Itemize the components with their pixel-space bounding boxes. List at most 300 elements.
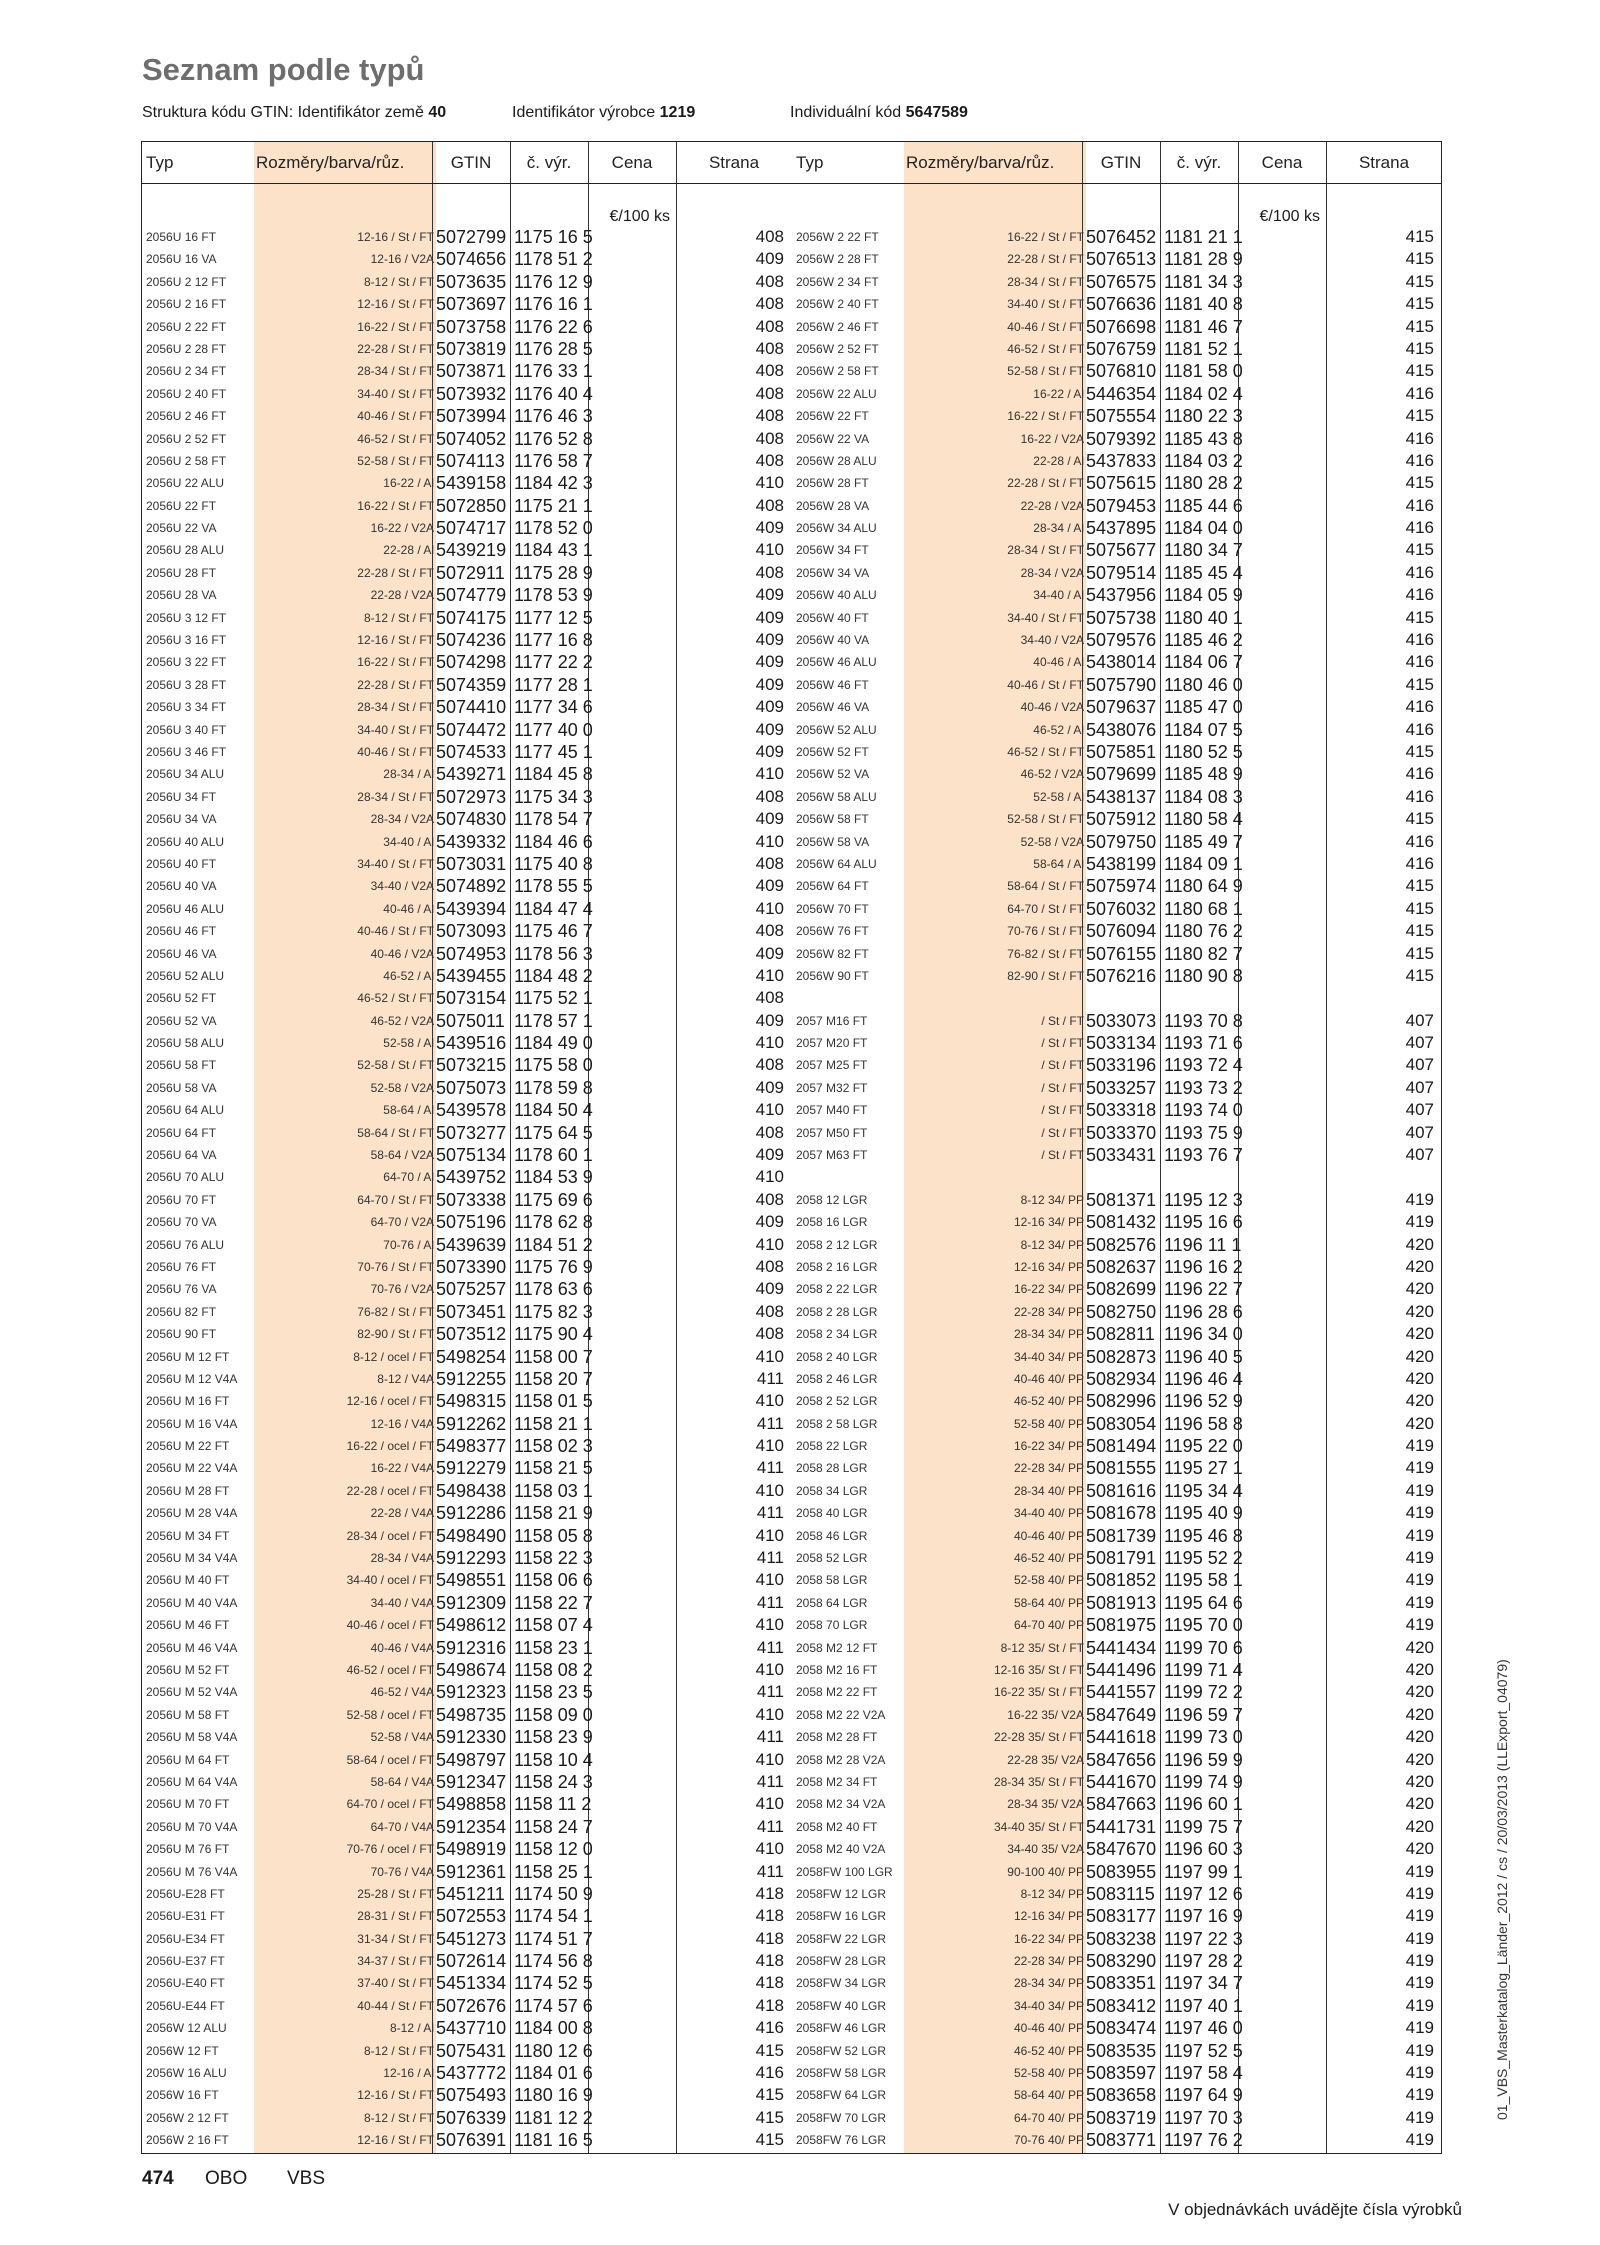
page-ref: 415 <box>1405 876 1434 896</box>
type-code: 2058FW 12 LGR <box>796 1886 887 1901</box>
type-code: 2056U 58 ALU <box>146 1036 225 1051</box>
product-number: 1193 72 4 <box>1164 1055 1243 1076</box>
table-row <box>142 360 792 382</box>
product-number: 1184 00 8 <box>514 2018 593 2039</box>
product-number: 1158 00 7 <box>514 1346 593 1367</box>
page-ref: 408 <box>755 361 784 381</box>
type-code: 2058FW 100 LGR <box>796 1864 893 1879</box>
page-ref: 419 <box>1405 1861 1434 1881</box>
page-ref: 410 <box>755 1391 784 1411</box>
gtin-value: 5083290 <box>1086 1951 1157 1972</box>
dimension-spec: 52-58 / ocel / FT <box>346 1707 434 1722</box>
page-ref: 409 <box>755 249 784 269</box>
gtin-value: 5912262 <box>436 1413 507 1434</box>
table-row <box>142 539 792 561</box>
dimension-spec: 8-12 / St / FT <box>363 2110 434 2125</box>
gtin-value: 5441618 <box>1086 1727 1157 1748</box>
table-row <box>142 1435 792 1457</box>
gtin-value: 5074052 <box>436 428 507 449</box>
page-ref: 408 <box>755 450 784 470</box>
type-code: 2056U M 52 V4A <box>146 1685 238 1700</box>
dimension-spec: 8-12 / St / FT <box>363 2043 434 2058</box>
page-ref: 415 <box>755 2107 784 2127</box>
gtin-value: 5498551 <box>436 1570 507 1591</box>
product-number: 1196 34 0 <box>1164 1324 1243 1345</box>
dimension-spec: 28-34 34/ PP <box>1013 1976 1084 1991</box>
type-code: 2056U 40 ALU <box>146 834 225 849</box>
gtin-value: 5083351 <box>1086 1973 1157 1994</box>
page-ref: 409 <box>755 674 784 694</box>
type-code: 2056U 28 FT <box>146 565 217 580</box>
dimension-spec: 22-28 / St / FT <box>357 565 434 580</box>
product-number: 1196 58 8 <box>1164 1413 1243 1434</box>
product-number: 1158 03 1 <box>514 1480 593 1501</box>
type-code: 2056W 2 40 FT <box>796 297 879 312</box>
type-code: 2058 M2 22 V2A <box>796 1707 886 1722</box>
product-number: 1181 52 1 <box>1164 338 1243 359</box>
table-row <box>142 1346 792 1368</box>
table-row <box>792 1189 1442 1211</box>
product-number: 1174 56 8 <box>514 1951 593 1972</box>
dimension-spec: 34-40 / St / FT <box>357 722 434 737</box>
type-code: 2058FW 64 LGR <box>796 2088 887 2103</box>
product-number: 1175 69 6 <box>514 1189 593 1210</box>
page-ref: 415 <box>1405 338 1434 358</box>
dimension-spec: 40-46 / Al <box>383 901 434 916</box>
page-ref: 419 <box>1405 1928 1434 1948</box>
type-code: 2058 M2 28 FT <box>796 1730 878 1745</box>
dimension-spec: 28-34 35/ St / FT <box>993 1774 1084 1789</box>
table-row <box>792 517 1442 539</box>
product-number: 1185 48 9 <box>1164 764 1243 785</box>
page-ref: 415 <box>1405 607 1434 627</box>
page-ref: 415 <box>1405 540 1434 560</box>
table-row <box>142 808 792 830</box>
type-code: 2056U M 76 V4A <box>146 1864 238 1879</box>
table-row <box>142 1883 792 1905</box>
product-number: 1178 56 3 <box>514 943 593 964</box>
type-code: 2056W 28 VA <box>796 498 870 513</box>
table-row <box>792 450 1442 472</box>
gtin-value: 5498315 <box>436 1391 507 1412</box>
type-code: 2056U 2 16 FT <box>146 297 227 312</box>
table-row <box>142 607 792 629</box>
dimension-spec: / St / FT <box>1041 1058 1084 1073</box>
page-ref: 408 <box>755 383 784 403</box>
dimension-spec: 16-22 / ocel / FT <box>346 1439 434 1454</box>
table-row <box>792 674 1442 696</box>
individual-label: Individuální kód <box>790 104 902 121</box>
dimension-spec: 8-12 / Al <box>389 2021 434 2036</box>
table-row <box>792 1749 1442 1771</box>
dimension-spec: 46-52 / St / FT <box>1007 744 1084 759</box>
product-number: 1158 10 4 <box>514 1749 593 1770</box>
dimension-spec: 8-12 34/ PP <box>1020 1192 1084 1207</box>
dimension-spec: 8-12 34/ PP <box>1020 1237 1084 1252</box>
page-ref: 416 <box>1405 853 1434 873</box>
product-number: 1197 46 0 <box>1164 2018 1243 2039</box>
page-ref: 408 <box>755 1055 784 1075</box>
product-number: 1185 49 7 <box>1164 831 1243 852</box>
dimension-spec: 28-34 / St / FT <box>1007 274 1084 289</box>
type-code: 2056U 2 52 FT <box>146 431 227 446</box>
gtin-value: 5074175 <box>436 607 507 628</box>
product-number: 1158 21 5 <box>514 1458 593 1479</box>
product-number: 1180 68 1 <box>1164 898 1243 919</box>
type-code: 2058 M2 16 FT <box>796 1663 878 1677</box>
page-ref: 420 <box>1405 1301 1434 1321</box>
page-ref: 415 <box>1405 965 1434 985</box>
table-row <box>142 1256 792 1278</box>
page-ref: 410 <box>755 965 784 985</box>
page-ref: 416 <box>1405 585 1434 605</box>
type-code: 2058 2 16 LGR <box>796 1259 878 1274</box>
gtin-value: 5074533 <box>436 741 507 762</box>
page-ref: 410 <box>755 1100 784 1120</box>
product-number: 1184 46 6 <box>514 831 593 852</box>
type-code: 2056U 46 FT <box>146 924 217 939</box>
table-row <box>142 1838 792 1860</box>
table-row <box>792 383 1442 405</box>
product-number: 1178 60 1 <box>514 1145 593 1166</box>
type-code: 2056W 16 ALU <box>146 2066 227 2081</box>
type-code: 2056U 2 40 FT <box>146 386 227 401</box>
gtin-value: 5439578 <box>436 1100 507 1121</box>
product-number: 1195 34 4 <box>1164 1480 1243 1501</box>
gtin-value: 5439271 <box>436 764 507 785</box>
dimension-spec: 40-46 / St / FT <box>1007 319 1084 334</box>
product-number: 1177 34 6 <box>514 697 593 718</box>
page-ref: 409 <box>755 1145 784 1165</box>
page-ref: 407 <box>1405 1077 1434 1097</box>
gtin-value: 5075790 <box>1086 674 1157 695</box>
product-number: 1184 05 9 <box>1164 585 1243 606</box>
table-row <box>792 1256 1442 1278</box>
dimension-spec: 52-58 / Al <box>1033 789 1084 804</box>
gtin-prefix: Struktura kódu GTIN: Identifikátor země <box>142 104 424 121</box>
dimension-spec: 70-76 / ocel / FT <box>346 1842 434 1857</box>
dimension-spec: 90-100 40/ PP <box>1007 1864 1084 1879</box>
gtin-value: 5073277 <box>436 1122 507 1143</box>
product-number: 1180 90 8 <box>1164 965 1243 986</box>
type-code: 2056U M 34 V4A <box>146 1551 238 1566</box>
order-note: V objednávkách uvádějte čísla výrobků <box>1168 2200 1462 2219</box>
dimension-spec: 52-58 / V2A <box>1020 834 1084 849</box>
product-number: 1195 52 2 <box>1164 1548 1243 1569</box>
gtin-value: 5079576 <box>1086 630 1157 651</box>
page-ref: 419 <box>1405 1436 1434 1456</box>
table-row <box>792 920 1442 942</box>
type-code: 2056U 46 VA <box>146 946 217 961</box>
dimension-spec: 52-58 / V4A <box>370 1730 434 1745</box>
table-row <box>142 943 792 965</box>
type-code: 2058 64 LGR <box>796 1595 868 1610</box>
dimension-spec: 12-16 / St / FT <box>357 297 434 312</box>
product-number: 1196 28 6 <box>1164 1301 1243 1322</box>
table-row <box>792 943 1442 965</box>
table-row <box>142 1525 792 1547</box>
dimension-spec: 22-28 / V4A <box>370 1506 434 1521</box>
product-number: 1184 50 4 <box>514 1100 593 1121</box>
table-row <box>142 1614 792 1636</box>
manufacturer-label: Identifikátor výrobce <box>512 104 656 121</box>
gtin-value: 5083412 <box>1086 1995 1157 2016</box>
dimension-spec: 52-58 / St / FT <box>1007 364 1084 379</box>
dimension-spec: 52-58 / St / FT <box>357 1058 434 1073</box>
type-code: 2056U 70 FT <box>146 1192 217 1207</box>
gtin-value: 5074410 <box>436 697 507 718</box>
gtin-value: 5081555 <box>1086 1458 1157 1479</box>
page-ref: 410 <box>755 1167 784 1187</box>
dimension-spec: 58-64 / St / FT <box>1007 879 1084 894</box>
product-number: 1184 42 3 <box>514 473 593 494</box>
type-code: 2056U M 12 V4A <box>146 1371 238 1386</box>
type-code: 2056U M 64 FT <box>146 1752 230 1767</box>
product-number: 1175 34 3 <box>514 786 593 807</box>
gtin-value: 5081494 <box>1086 1436 1157 1457</box>
page-ref: 415 <box>755 2130 784 2150</box>
table-row <box>142 1323 792 1345</box>
brand-obo: OBO <box>205 2168 248 2189</box>
dimension-spec: 28-34 / V2A <box>370 812 434 827</box>
page-ref: 419 <box>1405 2130 1434 2150</box>
dimension-spec: 22-28 34/ PP <box>1013 1304 1084 1319</box>
dimension-spec: 22-28 / Al <box>383 543 434 558</box>
type-code: 2056U 3 46 FT <box>146 744 227 759</box>
type-code: 2056U M 46 V4A <box>146 1640 238 1655</box>
product-table <box>141 141 1442 2154</box>
table-row <box>142 1928 792 1950</box>
product-number: 1176 33 1 <box>514 361 593 382</box>
type-code: 2056W 46 FT <box>796 677 869 692</box>
page-ref: 407 <box>1405 1100 1434 1120</box>
gtin-value: 5083658 <box>1086 2085 1157 2106</box>
type-code: 2056W 82 FT <box>796 946 869 961</box>
dimension-spec: 70-76 / St / FT <box>357 1259 434 1274</box>
gtin-value: 5073031 <box>436 853 507 874</box>
dimension-spec: 37-40 / St / FT <box>357 1976 434 1991</box>
gtin-value: 5076698 <box>1086 316 1157 337</box>
type-code: 2056U-E31 FT <box>146 1909 225 1924</box>
type-code: 2058 58 LGR <box>796 1573 868 1588</box>
type-code: 2058 28 LGR <box>796 1461 868 1476</box>
product-number: 1176 16 1 <box>514 294 593 315</box>
type-code: 2056U 58 FT <box>146 1058 217 1073</box>
product-number: 1176 22 6 <box>514 316 593 337</box>
product-number: 1197 34 7 <box>1164 1973 1243 1994</box>
page-ref: 415 <box>1405 361 1434 381</box>
dimension-spec: 16-22 / St / FT <box>357 655 434 670</box>
product-number: 1181 21 1 <box>1164 227 1243 247</box>
dimension-spec: 40-46 / V4A <box>370 1640 434 1655</box>
product-number: 1196 46 4 <box>1164 1368 1243 1389</box>
table-row <box>142 517 792 539</box>
table-row <box>142 1278 792 1300</box>
product-number: 1177 22 2 <box>514 652 593 673</box>
page-ref: 409 <box>755 719 784 739</box>
product-number: 1185 44 6 <box>1164 495 1243 516</box>
dimension-spec: 58-64 / V4A <box>370 1774 434 1789</box>
dimension-spec: 22-28 / St / FT <box>1007 252 1084 267</box>
page-ref: 410 <box>755 764 784 784</box>
page-ref: 407 <box>1405 1033 1434 1053</box>
page-ref: 419 <box>1405 1906 1434 1926</box>
page-ref: 416 <box>755 2063 784 2083</box>
gtin-value: 5912361 <box>436 1861 507 1882</box>
dimension-spec: 28-34 / St / FT <box>357 364 434 379</box>
table-row <box>792 1637 1442 1659</box>
table-row <box>792 1861 1442 1883</box>
product-number: 1175 46 7 <box>514 921 593 942</box>
page-ref: 408 <box>755 338 784 358</box>
table-row <box>792 1547 1442 1569</box>
table-row <box>142 674 792 696</box>
table-row <box>142 719 792 741</box>
table-row <box>142 853 792 875</box>
table-row <box>142 1749 792 1771</box>
page-ref: 409 <box>755 630 784 650</box>
product-number: 1197 12 6 <box>1164 1883 1243 1904</box>
type-code: 2058 M2 34 V2A <box>796 1797 886 1812</box>
gtin-value: 5074953 <box>436 943 507 964</box>
header-dims: Rozměry/barva/růz. <box>256 153 405 172</box>
type-code: 2056U 40 FT <box>146 856 217 871</box>
dimension-spec: 12-16 / St / FT <box>357 2088 434 2103</box>
dimension-spec: 70-76 / V4A <box>370 1864 434 1879</box>
dimension-spec: 16-22 / St / FT <box>357 319 434 334</box>
gtin-value: 5073994 <box>436 406 507 427</box>
product-number: 1158 05 8 <box>514 1525 593 1546</box>
table-row <box>142 1905 792 1927</box>
table-row <box>792 763 1442 785</box>
page-ref: 410 <box>755 1436 784 1456</box>
type-code: 2057 M63 FT <box>796 1148 868 1163</box>
dimension-spec: 58-64 40/ PP <box>1013 1595 1084 1610</box>
type-code: 2058 22 LGR <box>796 1439 868 1454</box>
page-ref: 410 <box>755 898 784 918</box>
product-number: 1180 64 9 <box>1164 876 1243 897</box>
table-row <box>142 1793 792 1815</box>
page-ref: 410 <box>755 1704 784 1724</box>
table-row <box>792 1950 1442 1972</box>
table-row <box>792 808 1442 830</box>
product-number: 1180 22 3 <box>1164 406 1243 427</box>
product-number: 1181 40 8 <box>1164 294 1243 315</box>
table-row <box>792 1368 1442 1390</box>
page-ref: 410 <box>755 1749 784 1769</box>
page-ref: 420 <box>1405 1660 1434 1679</box>
dimension-spec: 58-64 40/ PP <box>1013 2088 1084 2103</box>
product-number: 1177 40 0 <box>514 719 593 740</box>
type-code: 2056W 76 FT <box>796 924 869 939</box>
page-ref: 420 <box>1405 1682 1434 1702</box>
dimension-spec: 34-40 / Al <box>383 834 434 849</box>
gtin-value: 5498919 <box>436 1839 507 1860</box>
gtin-value: 5082637 <box>1086 1256 1157 1277</box>
gtin-value: 5439752 <box>436 1167 507 1188</box>
product-number: 1177 12 5 <box>514 607 593 628</box>
table-row <box>142 1659 792 1681</box>
table-row <box>792 1928 1442 1950</box>
page-ref: 415 <box>1405 271 1434 291</box>
table-row <box>142 786 792 808</box>
product-number: 1158 23 5 <box>514 1682 593 1703</box>
dimension-spec: 8-12 34/ PP <box>1020 1886 1084 1901</box>
page-ref: 418 <box>755 1906 784 1926</box>
type-code: 2058 M2 40 V2A <box>796 1842 886 1857</box>
dimension-spec: 58-64 / St / FT <box>357 1125 434 1140</box>
table-row <box>142 1413 792 1435</box>
table-row <box>792 1525 1442 1547</box>
gtin-value: 5451334 <box>436 1973 507 1994</box>
dimension-spec: 70-76 40/ PP <box>1013 2133 1084 2148</box>
page-ref: 419 <box>1405 2018 1434 2038</box>
product-number: 1174 50 9 <box>514 1883 593 1904</box>
catalog-export-note: 01_VBS_Masterkatalog_Länder_2012 / cs / 20/03/2013 (LLExport_04079) <box>1494 1659 1510 2120</box>
product-number: 1178 53 9 <box>514 585 593 606</box>
product-number: 1196 60 1 <box>1164 1794 1243 1815</box>
type-code: 2058FW 76 LGR <box>796 2133 887 2148</box>
gtin-value: 5073819 <box>436 338 507 359</box>
gtin-value: 5083115 <box>1086 1883 1155 1904</box>
gtin-value: 5439158 <box>436 473 507 494</box>
product-number: 1195 12 3 <box>1164 1189 1243 1210</box>
gtin-value: 5073932 <box>436 383 507 404</box>
table-row <box>142 651 792 673</box>
page-ref: 409 <box>755 607 784 627</box>
gtin-value: 5033073 <box>1086 1010 1157 1031</box>
table-row <box>792 1995 1442 2017</box>
page-ref: 408 <box>755 227 784 246</box>
dimension-spec: 40-46 / St / FT <box>357 409 434 424</box>
page-ref: 419 <box>1405 1525 1434 1545</box>
page-ref: 409 <box>755 1212 784 1232</box>
table-row <box>792 1435 1442 1457</box>
type-code: 2056U M 28 V4A <box>146 1506 238 1521</box>
gtin-value: 5082811 <box>1086 1324 1155 1345</box>
page-ref: 415 <box>1405 294 1434 314</box>
table-row <box>792 1905 1442 1927</box>
type-code: 2056W 34 FT <box>796 543 869 558</box>
type-code: 2056U 34 ALU <box>146 767 225 782</box>
type-code: 2056U M 64 V4A <box>146 1774 238 1789</box>
gtin-value: 5075011 <box>436 1010 505 1031</box>
page-ref: 419 <box>1405 1951 1434 1971</box>
type-code: 2056W 40 FT <box>796 610 869 625</box>
table-row <box>792 495 1442 517</box>
page-ref: 415 <box>1405 741 1434 761</box>
page-ref: 409 <box>755 741 784 761</box>
type-code: 2056U 22 FT <box>146 498 217 513</box>
gtin-value: 5437833 <box>1086 450 1157 471</box>
type-code: 2056U 3 12 FT <box>146 610 227 625</box>
gtin-value: 5079392 <box>1086 428 1157 449</box>
type-code: 2056U 2 28 FT <box>146 341 227 356</box>
dimension-spec: 46-52 / Al <box>383 968 434 983</box>
page-ref: 420 <box>1405 1234 1434 1254</box>
product-number: 1175 58 0 <box>514 1055 593 1076</box>
dimension-spec: 28-34 34/ PP <box>1013 1327 1084 1342</box>
type-code: 2056U 16 VA <box>146 252 217 267</box>
page-ref: 409 <box>755 1077 784 1097</box>
dimension-spec: 40-46 / ocel / FT <box>346 1618 434 1633</box>
dimension-spec: 12-16 34/ PP <box>1013 1215 1084 1230</box>
table-row <box>142 1502 792 1524</box>
gtin-value: 5437772 <box>436 2063 507 2084</box>
product-number: 1158 06 6 <box>514 1570 593 1591</box>
gtin-value: 5074113 <box>436 450 505 471</box>
page-ref: 419 <box>1405 1503 1434 1523</box>
